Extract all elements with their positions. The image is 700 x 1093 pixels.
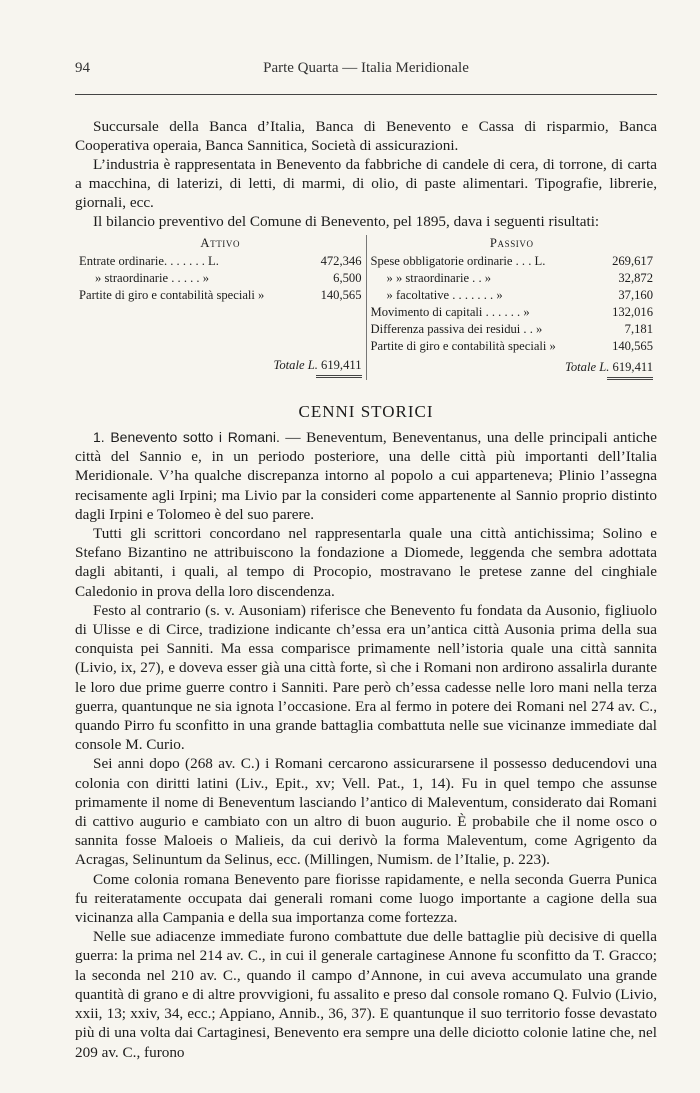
- row-label: Movimento di capitali . . . . . . »: [370, 305, 530, 319]
- table-row: [371, 338, 654, 355]
- page-number: 94: [75, 60, 90, 76]
- row-amount: 132,016: [612, 305, 653, 319]
- intro-paragraph: L’industria è rappresentata in Benevento da fabbriche di candele di cera, di torrone, di carta a macchina, di laterizi, di letti, di marmi, di olio, di paste alimentari. Tipografie, librerie, giornali, ecc.: [75, 156, 657, 211]
- body-paragraph: Nelle sue adiacenze immediate furono combattute due delle battaglie più decisive di quella guerra: la prima nel 214 av. C., in cui il generale cartaginese Annone fu sconfitto da T. Gracco; la seconda nel 210 av. C., quando il campo d’Annone, in cui aveva accumulato una grande quantità di grano e di altre provvigioni, fu assalito e preso dal console romano Q. Fulvio (Livio, xxii, 13; xxiv, 34, ecc.; Appiano, Annib., 36, 37). E quantunque il suo territorio fosse devastato più di una volta dai Cartaginesi, Benevento era sempre una delle diciotto colonie latine che, nel 209 av. C., furono: [75, 928, 657, 1061]
- row-amount: 472,346: [320, 254, 362, 268]
- row-label: Spese obbligatorie ordinarie . . . L.: [370, 254, 546, 268]
- total-label: Totale L.: [565, 360, 610, 374]
- body-paragraph: [75, 428, 657, 524]
- row-label: » straordinarie . . . . . »: [95, 271, 210, 285]
- table-row: [371, 287, 654, 304]
- row-label: » » straordinarie . . »: [386, 271, 492, 285]
- intro-paragraph: Il bilancio preventivo del Comune di Benevento, pel 1895, dava i seguenti risultati:: [93, 213, 600, 230]
- row-label: Entrate ordinarie. . . . . . . L.: [79, 254, 219, 268]
- subsection-heading: 1. Benevento sotto i Romani.: [93, 429, 280, 445]
- row-amount: 37,160: [618, 288, 653, 302]
- row-label: Differenza passiva dei residui . . »: [370, 322, 543, 336]
- body-paragraph: Tutti gli scrittori concordano nel rappresentarla quale una città antichissima; Solino e Stefano Bizantino ne attribuiscono la fondazione a Diomede, leggenda che sembra adottata dagli abitanti, i quali, al tempo di Procopio, mostravano le pretese zanne del cinghiale Caledonio in prova della loro discendenza.: [75, 525, 657, 600]
- body-paragraph: Come colonia romana Benevento pare fiorisse rapidamente, e nella seconda Guerra Punica fu reiteratamente occupata dai generali romani come luogo importante a cagione della sua vicinanza alla Campania e della sua importanza come fortezza.: [75, 870, 657, 927]
- body-paragraph: Festo al contrario (s. v. Ausoniam) riferisce che Benevento fu fondata da Ausonio, figliuolo di Ulisse e di Circe, tradizione indicante ch’essa era un’antica città Ausonia prima della sua conquista pei Sanniti. Ma essa comparisce primamente nell’istoria quale una città sannita (Livio, ix, 27), e doveva esser già una città forte, sì che i Romani non ardirono assalirla durante le loro due prime guerre contro i Sanniti. Pare però ch’essa cadesse nelle loro mani nella terza guerra, quantunque ne sia ignota l’occasione. Era al fermo in potere dei Romani nel 274 av. C., quando Pirro fu sconfitto in una grande battaglia combattuta nelle sue vicinanze immediate dal console M. Curio.: [75, 601, 657, 754]
- row-amount: 7,181: [624, 322, 653, 336]
- total-amount: 619,411: [321, 358, 362, 372]
- total-double-rule: [316, 375, 362, 378]
- table-row: [79, 270, 362, 287]
- page: [75, 60, 657, 1062]
- running-header: [75, 60, 657, 82]
- attivo-column: [75, 235, 367, 380]
- running-title: Parte Quarta — Italia Meridionale: [263, 60, 469, 76]
- table-row: [371, 321, 654, 338]
- table-row: [371, 304, 654, 321]
- body-paragraph: Sei anni dopo (268 av. C.) i Romani cercarono assicurarsene il possesso deducendovi una colonia con diritti latini (Liv., Epit., xv; Vell. Pat., 1, 14). Fu in quel tempo che assunse primamente il nome di Beneventum lasciando l’antico di Maleventum, considerato dai Romani di cattivo augurio e cambiato con un altro di buon augurio. È probabile che il nome osco o sannita fosse Maloeis o Malieis, da cui derivò la forma Maleventum, come Agrigento da Acragas, Selinuntum da Selinus, ecc. (Millingen, Numism. de l’Italie, p. 223).: [75, 755, 657, 869]
- passivo-column: [367, 235, 658, 380]
- row-amount: 140,565: [612, 339, 653, 353]
- attivo-heading: Attivo: [200, 236, 241, 250]
- passivo-total: [371, 359, 654, 376]
- historical-text: [75, 428, 657, 1062]
- table-row: [371, 270, 654, 287]
- budget-table: [75, 235, 657, 380]
- header-rule: [75, 94, 657, 95]
- row-label: » facoltative . . . . . . . »: [386, 288, 503, 302]
- section-title: CENNI STORICI: [298, 402, 434, 421]
- passivo-heading: Passivo: [489, 236, 534, 250]
- table-row: [371, 253, 654, 270]
- table-row: [79, 253, 362, 270]
- total-amount: 619,411: [612, 360, 653, 374]
- row-amount: 269,617: [612, 254, 653, 268]
- intro-paragraph: Succursale della Banca d’Italia, Banca di Benevento e Cassa di risparmio, Banca Cooperativa operaia, Banca Sannitica, Società di assicurazioni.: [75, 118, 657, 154]
- row-amount: 32,872: [618, 271, 653, 285]
- table-row: [79, 287, 362, 304]
- paragraph-text: — Beneventum, Beneventanus, una delle principali antiche città del Sannio e, in un periodo posteriore, una delle città più importanti dell’Italia Meridionale. V’ha qualche discrepanza intorno al popolo a cui apparteneva; Plinio l’assegna recisamente agli Irpini; ma Livio par la consideri come appartenente al Sannio proprio distinto dagli Irpini e Tolomeo è del suo parere.: [75, 429, 657, 523]
- attivo-total: [79, 357, 362, 374]
- row-amount: 6,500: [333, 271, 362, 285]
- row-label: Partite di giro e contabilità speciali »: [370, 339, 556, 353]
- total-double-rule: [607, 377, 653, 380]
- row-amount: 140,565: [320, 288, 362, 302]
- total-label: Totale L.: [273, 358, 318, 372]
- row-label: Partite di giro e contabilità speciali »: [79, 288, 265, 302]
- intro-text: [75, 117, 657, 231]
